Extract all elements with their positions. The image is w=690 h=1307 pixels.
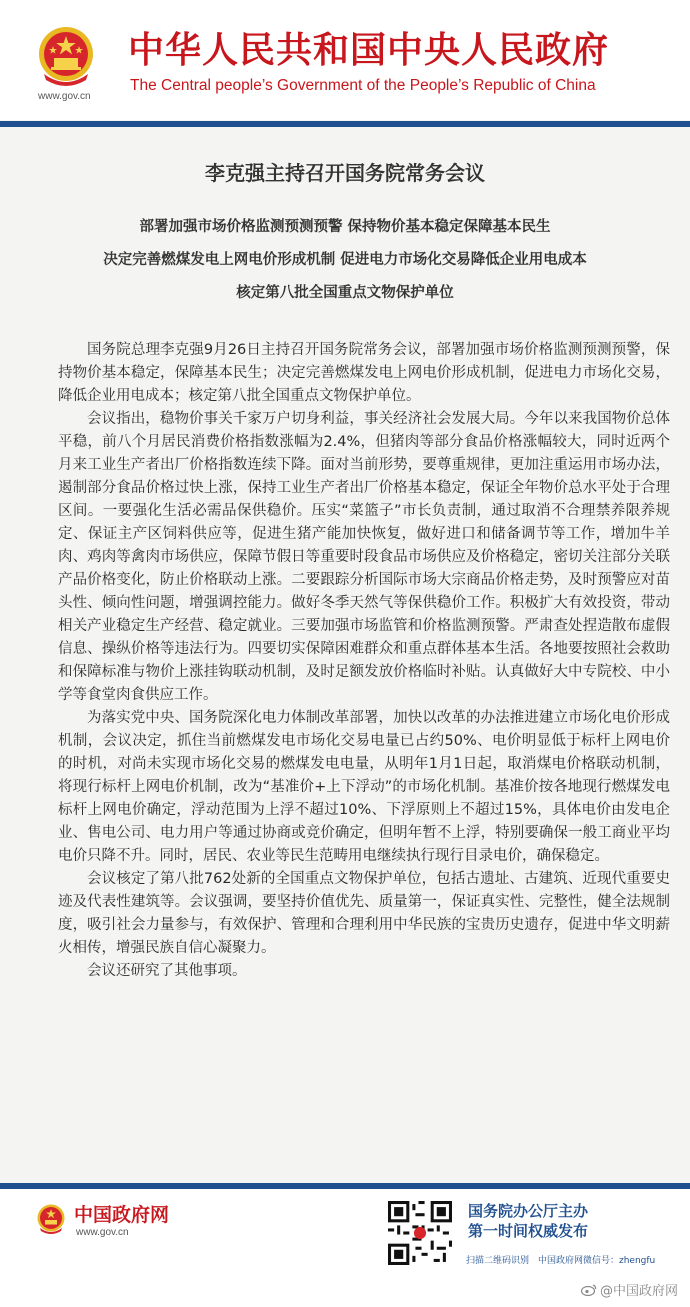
article-paragraph: 会议指出，稳物价事关千家万户切身利益，事关经济社会发展大局。今年以来我国物价总体平稳，前八个月居民消费价格指数涨幅为2.4%，但猪肉等部分食品价格涨幅较大，同时近两个月来工业生产者出厂价格指数连续下降。面对当前形势，要尊重规律，更加注重运用市场办法，遏制部分食品价格过快上涨，保持工业生产者出厂价格基本稳定，保证全年物价总水平处于合理区间。一要强化生活必需品保供稳价。压实“菜篮子”市长负责制，通过取消不合理禁养限养规定、保证主产区饲料供应等，促进生猪产能加快恢复，做好进口和储备调节等工作，增加牛羊肉、鸡肉等禽肉市场供应，保障节假日等重要时段食品市场供应及价格稳定，密切关注部分关联产品价格变化，防止价格联动上涨。二要跟踪分析国际市场大宗商品价格走势，及时预警应对苗头性、倾向性问题，增强调控能力。做好冬季天然气等保供稳价工作。积极扩大有效投资，带动相关产业稳定生产经营、稳定就业。三要加强市场监管和价格监测预警。严肃查处捏造散布虚假信息、操纵价格等违法行为。四要切实保障困难群众和重点群体基本生活。各地要按照社会救助和保障标准与物价上涨挂钩联动机制，及时足额发放价格临时补贴。认真做好大中专院校、中小学等食堂肉食供应工作。 xyxy=(58,411,670,703)
article-title: 李克强主持召开国务院常务会议 xyxy=(205,161,485,185)
footer-divider xyxy=(0,1183,690,1189)
footer-site-url[interactable]: www.gov.cn xyxy=(76,1227,129,1238)
article-paragraph: 为落实党中央、国务院深化电力体制改革部署，加快以改革的办法推进建立市场化电价形成机制，会议决定，抓住当前燃煤发电市场化交易电量已占约50%、电价明显低于标杆上网电价的时机，对尚未实现市场化交易的燃煤发电电量，从明年1月1日起，取消煤电价格联动机制，将现行标杆上网电价机制，改为“基准价+上下浮动”的市场化机制。基准价按各地现行燃煤发电标杆上网电价确定，浮动范围为上浮不超过10%、下浮原则上不超过15%，具体电价由发电企业、售电公司、电力用户等通过协商或竞价确定，但明年暂不上浮，特别要确保一般工商业平均电价只降不升。同时，居民、农业等民生范畴用电继续执行现行目录电价，确保稳定。 xyxy=(58,710,670,864)
national-emblem-icon xyxy=(36,24,96,88)
footer-slogan xyxy=(468,1201,588,1241)
watermark-text: @中国政府网 xyxy=(599,1284,678,1299)
header-title-en: The Central people’s Government of the People’s Republic of China xyxy=(130,77,596,94)
slogan-line: 第一时间权威发布 xyxy=(468,1222,589,1240)
header-divider xyxy=(0,121,690,127)
article-subtitle: 部署加强市场价格监测预测预警 保持物价基本稳定保障基本民生 xyxy=(139,219,551,235)
slogan-line: 国务院办公厅主办 xyxy=(468,1202,589,1220)
page-header xyxy=(0,0,690,120)
article-paragraph: 会议核定了第八批762处新的全国重点文物保护单位，包括古遗址、古建筑、近现代重要史迹及代表性建筑等。会议强调，要坚持价值优先、质量第一，保证真实性、完整性，健全法规制度，吸引社会力量参与，有效保护、管理和合理利用中华民族的宝贵历史遗存，促进中华文明薪火相传，增强民族自信心凝聚力。 xyxy=(58,871,670,956)
weibo-icon xyxy=(581,1284,597,1296)
footer-brand[interactable]: 中国政府网 xyxy=(74,1204,170,1226)
article-subtitle: 核定第八批全国重点文物保护单位 xyxy=(236,285,454,301)
weibo-watermark xyxy=(581,1280,678,1299)
article-subtitle: 决定完善燃煤发电上网电价形成机制 促进电力市场化交易降低企业用电成本 xyxy=(103,252,587,268)
header-title-cn: 中华人民共和国中央人民政府 xyxy=(128,30,610,71)
scan-note: 扫描二维码识别 中国政府网微信号：zhengfu xyxy=(466,1256,656,1266)
article-paragraph: 会议还研究了其他事项。 xyxy=(87,963,247,979)
article-subtitles xyxy=(0,211,690,310)
page-footer xyxy=(0,1183,690,1307)
national-emblem-icon xyxy=(36,1203,66,1235)
article-paragraph: 国务院总理李克强9月26日主持召开国务院常务会议，部署加强市场价格监测预测预警，保持物价基本稳定，保障基本民生；决定完善燃煤发电上网电价形成机制，促进电力市场化交易，降低企业用电成本；核定第八批全国重点文物保护单位。 xyxy=(58,342,670,404)
article-body xyxy=(58,339,670,983)
qr-code-icon[interactable] xyxy=(388,1201,452,1265)
header-site-url[interactable]: www.gov.cn xyxy=(38,91,91,102)
